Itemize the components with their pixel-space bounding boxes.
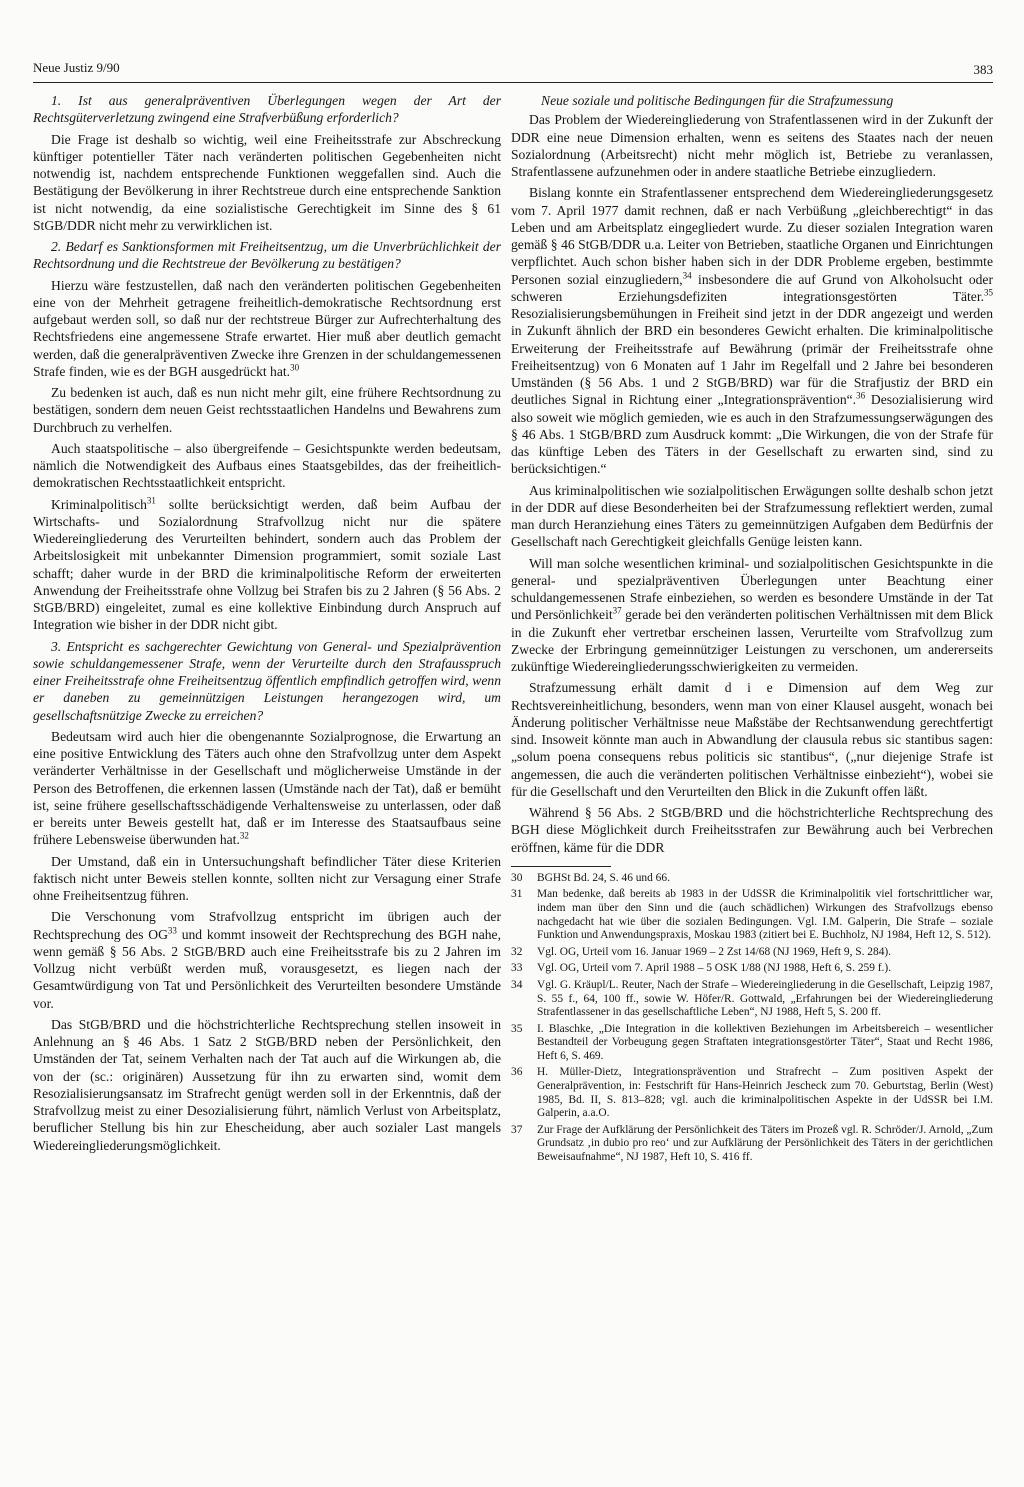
- right-column: [511, 92, 993, 1168]
- paragraph-text: Das Problem der Wiedereingliederung von Strafentlassenen wird in der Zukunft der DDR eine neue Dimension erhalten, wenn es seitens des Staates nach der neuen Sozialordnung (Arbeitsrecht) nicht mehr möglich ist, Betriebe zu veranlassen, Strafentlassene aufzunehmen oder in andere staatliche Betriebe einzugliedern.: [511, 112, 993, 179]
- paragraph: [33, 728, 501, 849]
- footnote: [511, 872, 993, 886]
- left-column: [33, 92, 501, 1158]
- footnote-reference: 34: [682, 269, 692, 280]
- paragraph: [511, 111, 993, 180]
- footnote-number: 31: [511, 888, 523, 901]
- question: [33, 238, 501, 273]
- paragraph: [511, 679, 993, 800]
- paragraph: [511, 555, 993, 676]
- paragraph: [33, 131, 501, 235]
- footnote: [511, 1066, 993, 1120]
- paragraph-text: Hierzu wäre festzustellen, daß nach den veränderten politischen Gegebenheiten eine von der Mehrheit getragene freiheitlich-demokratische Rechtsordnung erst aufgebaut werden soll, so daß nur der rechtstreue Bürger zur Aufrechterhaltung des Rechtsfriedens eine angemessene Strafe erwartet. Hier muß aber deutlich gemacht werden, daß die generalpräventiven Zwecke ihre Grenzen in der schuldangemessenen Strafe finden, wie es der BGH ausgedrückt hat.: [33, 277, 501, 379]
- footnote: [511, 962, 993, 976]
- footnote-rule: [511, 866, 611, 867]
- footnote-reference: 32: [239, 830, 249, 841]
- paragraph: [33, 384, 501, 436]
- footnote-reference: 30: [290, 362, 300, 373]
- paragraph: [33, 277, 501, 381]
- paragraph-text: Aus kriminalpolitischen wie sozialpolitischen Erwägungen sollte deshalb schon jetzt in der DDR auf diese Besonderheiten bei der Strafzumessung reflektiert werden, zumal man durch Heranziehung eines Täters zu gemeinnützigen Aufgaben dem Bedürfnis der Gesellschaft nach Gerechtigkeit gleichfalls Genüge leisten kann.: [511, 482, 993, 550]
- footnote: [511, 979, 993, 1020]
- footnote-number: 37: [511, 1123, 523, 1136]
- footnote-number: 33: [511, 962, 523, 975]
- page-header: [33, 58, 993, 83]
- paragraph-text: Das StGB/BRD und die höchstrichterliche Rechtsprechung stellen insoweit in Anlehnung an § 46 Abs. 1 Satz 2 StGB/BRD neben der Persönlichkeit, den Umständen der Tat, seinem Verhalten nach der Tat auch auf die Wirkungen ab, die von der (sc.: originären) Aussetzung für ihn zu erwarten sind, womit dem Resozialisierungsansatz im Strafrecht genügt werden soll in der Erkenntnis, daß der Strafvollzug meist zu einer Desozialisierung führt, nämlich Verlust von Arbeitsplatz, beruflicher Stellung bis hin zur Ehescheidung, aber auch sozialer Last mangels Wiedereingliederungsmöglichkeit.: [33, 1016, 501, 1153]
- footnote-number: 34: [511, 978, 523, 991]
- journal-title: Neue Justiz 9/90: [33, 60, 120, 75]
- footnote-reference: 37: [612, 605, 622, 616]
- footnote: [511, 888, 993, 942]
- footnote-text: Vgl. OG, Urteil vom 16. Januar 1969 – 2 Zst 14/68 (NJ 1969, Heft 9, S. 284).: [537, 945, 892, 958]
- right-column-body: [511, 92, 993, 856]
- question-text: 1. Ist aus generalpräventiven Überlegungen wegen der Art der Rechtsgüterverletzung zwingend eine Strafverbüßung erforderlich?: [33, 93, 501, 126]
- footnote-reference: 35: [984, 287, 993, 298]
- paragraph-text: Desozialisierung wird also soweit wie möglich gemieden, wie es auch in den Strafzumessungserwägungen des § 46 Abs. 1 StGB/BRD zum Ausdruck kommt: „Die Wirkungen, die von der Strafe für das künftige Leben des Täters in der Gesellschaft zu erwarten sind, sind zu berücksichtigen.“: [511, 392, 993, 477]
- paragraph-text: sollte berücksichtigt werden, daß beim Aufbau der Wirtschafts- und Sozialordnung Strafvollzug nicht nur die spätere Wiedereingliederung des Verurteilten behindert, sondern auch das Problem der Arbeitslosigkeit mit unbekannter Dimension programmiert, somit soziale Last schafft; daher wurde in der BRD die kriminalpolitische Reform der erweiterten Anwendung der Freiheitsstrafe ohne Vollzug bei Strafen bis zu 2 Jahren (§ 56 Abs. 2 StGB/BRD) eingeleitet, zumal es eine kollektive Einbindung durch Anspruch auf Integration wie bisher in der DDR nicht gibt.: [33, 496, 501, 633]
- paragraph-text: Will man solche wesentlichen kriminal- und sozialpolitischen Gesichtspunkte in die general- und spezialpräventiven Überlegungen unter Beachtung einer schuldangemessenen Strafe einbeziehen, so werden es besondere Umstände in der Tat und Persönlichkeit: [511, 555, 993, 623]
- paragraph-text: Kriminalpolitisch: [51, 496, 147, 512]
- paragraph-text: gerade bei den veränderten politischen Verhältnissen mit dem Blick in die Zukunft eher vertretbar erscheinen lassen, Verurteilte vom Strafvollzug zum Zwecke der Erbringung gemeinnütziger Leistungen zu verschonen, um andererseits zukünftige Wiedereingliederungsschwierigkeiten zu vermeiden.: [511, 607, 993, 674]
- page-number: 383: [973, 62, 993, 77]
- question-text: 3. Entspricht es sachgerechter Gewichtung von General- und Spezialprävention sowie schuldangemessener Strafe, wenn der Verurteilte durch den Strafausspruch einer Freiheitsstrafe ohne Freiheitsentzug öffentlich empfindlich getroffen wird, wenn er daneben zu gemeinnützigen Leistungen herangezogen wird, um gesellschaftsnützige Zwecke zu erreichen?: [33, 638, 501, 723]
- footnote-text: BGHSt Bd. 24, S. 46 und 66.: [537, 871, 670, 884]
- question: [33, 92, 501, 127]
- question-text: 2. Bedarf es Sanktionsformen mit Freiheitsentzug, um die Unverbrüchlichkeit der Rechtsordnung und die Rechtstreue der Bevölkerung zu bestätigen?: [33, 239, 501, 272]
- footnote-number: 30: [511, 871, 523, 884]
- footnote-text: Man bedenke, daß bereits ab 1983 in der UdSSR die Kriminalpolitik viel fortschrittlicher war, indem man über den Sinn und die (auch schädlichen) Wirkungen des Strafvollzugs ebenso nachgedacht hat wie über die sozialen Bedingungen. Vgl. I.M. Galperin, Die Strafe – soziale Funktion und Anwendungspraxis, Moskau 1983 (zitiert bei E. Buchholz, NJ 1984, Heft 12, S. 512).: [537, 888, 993, 942]
- paragraph: [33, 853, 501, 905]
- paragraph-text: Bedeutsam wird auch hier die obengenannte Sozialprognose, die Erwartung an eine positive Entwicklung des Täters auch ohne den Strafvollzug unter dem Aspekt veränderter Verhältnisse in der Gesellschaft und möglicherweise Umstände in der Person des Betroffenen, die erkennen lassen (Umstände nach der Tat), daß er bemüht ist, seine frühere gesellschaftsschädigende Verhaltensweise zu unterlassen, oder daß er bereits unter Beweis gestellt hat, daß er im Interesse des Staatsaufbaus seine frühere Lebensweise überwunden hat.: [33, 728, 501, 848]
- footnote-text: I. Blaschke, „Die Integration in die kollektiven Beziehungen im Arbeitsbereich – wesentlicher Bestandteil der Vorbeugung gegen Straftaten integrationsgestörter Täter“, Staat und Recht 1986, Heft 6, S. 469.: [537, 1022, 993, 1062]
- paragraph-text: Zu bedenken ist auch, daß es nun nicht mehr gilt, eine frühere Rechtsordnung zu bestätigen, sondern dem neuen Geist rechtsstaatlichen Handelns und Bewahrens zum Durchbruch zu verhelfen.: [33, 385, 501, 435]
- section-heading: [511, 92, 993, 109]
- footnote-reference: 33: [167, 924, 177, 935]
- paragraph-text: Strafzumessung erhält damit d i e Dimension auf dem Weg zur Rechtsvereinheitlichung, besonders, wenn man von einer Klausel ausgeht, wonach bei Änderung politischer Verhältnisse neue Maßstäbe der Rechtsanwendung gerechtfertigt sind. Insoweit könnte man auch in Abwandlung der clausula rebus sic stantibus sagen: „solum poena consequens rebus politicis sic stantibus“, („nur diejenige Strafe ist angemessen, die auch die veränderten politischen Verhältnisse einbezieht“), wobei sie für die Gesellschaft und den Verurteilten den Blick in die Zukunft offen läßt.: [511, 680, 993, 799]
- paragraph: [511, 482, 993, 551]
- paragraph-text: Der Umstand, daß ein in Untersuchungshaft befindlicher Täter diese Kriterien faktisch nicht unter Beweis stellen konnte, sollten nicht zur Versagung einer Strafe ohne Freiheitsentzug führen.: [33, 853, 501, 903]
- footnote-text: Vgl. OG, Urteil vom 7. April 1988 – 5 OSK 1/88 (NJ 1988, Heft 6, S. 259 f.).: [537, 962, 892, 975]
- footnote-text: Vgl. G. Kräupl/L. Reuter, Nach der Strafe – Wiedereingliederung in die Gesellschaft, Leipzig 1987, S. 55 f., 64, 100 ff., sowie W. Höfer/R. Gottwald, „Erfahrungen bei der Wiedereingliederung Strafentlassener in das gesellschaftliche Leben“, NJ 1988, Heft 5, S. 200 ff.: [537, 978, 993, 1019]
- footnote-text: Zur Frage der Aufklärung der Persönlichkeit des Täters im Prozeß vgl. R. Schröder/J. Arnold, „Zum Grundsatz ‚in dubio pro reo‘ und zur Aufklärung der Persönlichkeit des Täters in der gerichtlichen Beweisaufnahme“, NJ 1987, Heft 10, S. 416 ff.: [537, 1123, 993, 1164]
- paragraph: [33, 908, 501, 1012]
- footnote: [511, 946, 993, 960]
- paragraph: [33, 1016, 501, 1154]
- paragraph-text: insbesondere die auf Grund von Alkoholsucht oder schweren Erziehungsdefiziten integrationsgestörten Täter.: [511, 271, 993, 304]
- footnotes: [511, 872, 993, 1165]
- footnote-reference: 36: [856, 390, 866, 401]
- footnote-reference: 31: [146, 494, 156, 505]
- footnote: [511, 1023, 993, 1064]
- paragraph-text: Während § 56 Abs. 2 StGB/BRD und die höchstrichterliche Rechtsprechung des BGH diese Möglichkeit durch Freiheitsstrafen zur Bewährung auch bei Verbrechen eröffnen, käme für die DDR: [511, 805, 993, 855]
- paragraph-text: Bislang konnte ein Strafentlassener entsprechend dem Wiedereingliederungsgesetz vom 7. April 1977 damit rechnen, daß er nach Verbüßung „gleichberechtigt“ in das Leben und am Arbeitsplatz eingegliedert wurde. Zu dieser sozialen Integration waren gemäß § 46 StGB/DDR u.a. Leiter von Betrieben, staatliche Organen und Einrichtungen verpflichtet. Auch schon bisher haben sich in der DDR Probleme ergeben, bestimmte Personen sozial einzugliedern,: [511, 185, 993, 287]
- footnote-number: 35: [511, 1022, 523, 1035]
- footnote-number: 36: [511, 1066, 523, 1079]
- paragraph: [33, 440, 501, 492]
- footnote-number: 32: [511, 945, 523, 958]
- paragraph-text: Resozialisierungsbemühungen in Freiheit sind jetzt in der DDR angezeigt und werden in Zukunft ähnlich der BRD ein besonderes Gewicht erhalten. Die kriminalpolitische Erweiterung der Freiheitsstrafe auf Bewährung (primär der Freiheitsstrafe ohne Freiheitsentzug) von 6 Monaten auf 1 Jahr im Regelfall und 2 Jahre bei besonderen Umständen (§ 56 Abs. 1 und 2 StGB/BRD) war für die Strafjustiz der BRD ein deutliches Signal in Richtung einer „Integrationsprävention“.: [511, 306, 993, 408]
- paragraph-text: und kommt insoweit der Rechtsprechung des BGH nahe, wenn gemäß § 56 Abs. 2 StGB/BRD auch eine Freiheitsstrafe bis zu 2 Jahren im Vollzug nicht verbüßt werden muß, vorausgesetzt, es liegen nach der Gesamtwürdigung von Tat und Persönlichkeit des Verurteilten besondere Umstände vor.: [33, 926, 501, 1011]
- footnote: [511, 1124, 993, 1165]
- paragraph: [511, 184, 993, 477]
- paragraph: [33, 496, 501, 634]
- paragraph-text: Die Verschonung vom Strafvollzug entspricht im übrigen auch der Rechtsprechung des OG: [33, 909, 501, 942]
- paragraph-text: Die Frage ist deshalb so wichtig, weil eine Freiheitsstrafe zur Abschreckung künftiger potentieller Täter nach veränderten politischen Gegebenheiten nicht notwendig ist, nachdem entsprechende Funktionen weggefallen sind. Auch die Bestätigung der Bevölkerung in ihrer Rechtstreue durch eine entsprechende Sanktion ist nicht notwendig, da eine sozialistische Gerechtigkeit im Sinne des § 61 StGB/DDR nicht mehr zu verwirklichen ist.: [33, 131, 501, 233]
- paragraph: [511, 804, 993, 856]
- footnote-text: H. Müller-Dietz, Integrationsprävention und Strafrecht – Zum positiven Aspekt der Generalprävention, in: Festschrift für Hans-Heinrich Jescheck zum 70. Geburtstag, Berlin (West) 1985, Bd. II, S. 813–828; vgl. auch die kriminalpolitischen Aspekte in der UdSSR bei I.M. Galperin, a.a.O.: [537, 1066, 993, 1120]
- paragraph-text: Auch staatspolitische – also übergreifende – Gesichtspunkte werden bedeutsam, nämlich die Notwendigkeit des Aufbaus eines Staatsgebildes, das der freiheitlich-demokratischen Rechtsstaatlichkeit entspricht.: [33, 440, 501, 491]
- question: [33, 638, 501, 724]
- section-heading-text: Neue soziale und politische Bedingungen für die Strafzumessung: [541, 93, 894, 108]
